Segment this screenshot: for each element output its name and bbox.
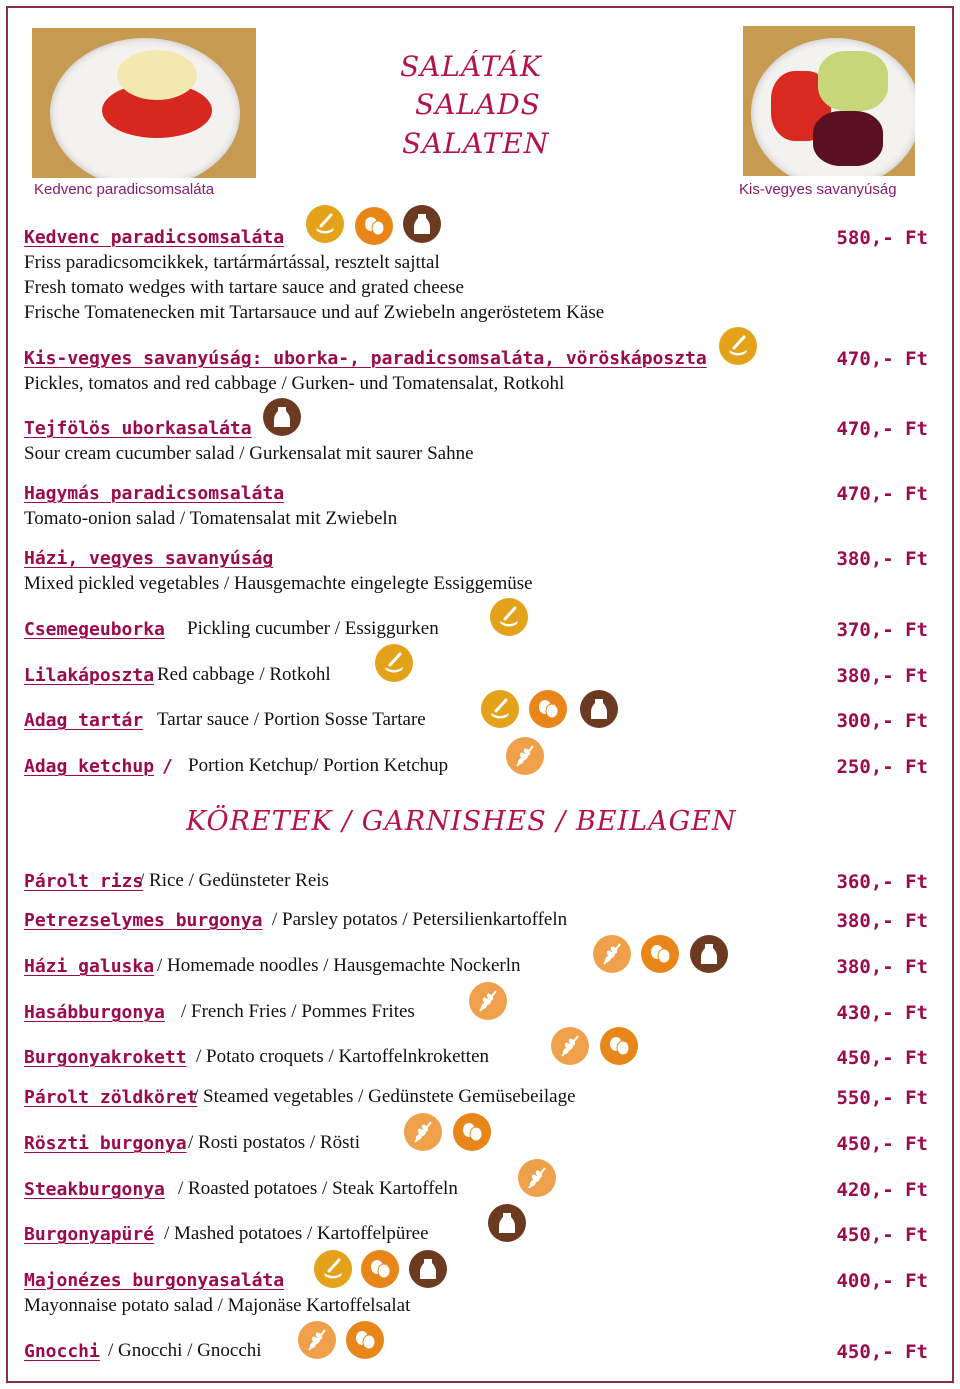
- item-desc: Frische Tomatenecken mit Tartarsauce und auf Zwiebeln angeröstetem Käse: [24, 302, 605, 323]
- mustard-icon: [481, 690, 519, 728]
- item-price: 470,- Ft: [836, 483, 928, 505]
- item-name: Csemegeuborka: [24, 619, 165, 640]
- item-price: 450,- Ft: [836, 1133, 928, 1155]
- photo-tomato-salad: [32, 28, 256, 178]
- milk-icon: [690, 935, 728, 973]
- garnishes-title: KÖRETEK / GARNISHES / BEILAGEN: [186, 806, 737, 837]
- item-name: Hagymás paradicsomsaláta: [24, 483, 285, 504]
- item-name: Párolt rizs: [24, 871, 144, 892]
- item-desc: Pickles, tomatos and red cabbage / Gurken- und Tomatensalat, Rotkohl: [24, 373, 565, 394]
- item-price: 450,- Ft: [836, 1047, 928, 1069]
- gluten-icon: [506, 737, 544, 775]
- item-price: 300,- Ft: [836, 710, 928, 732]
- item-desc: / Steamed vegetables / Gedünstete Gemüsebeilage: [193, 1086, 576, 1107]
- item-name: Adag ketchup: [24, 756, 155, 777]
- item-name: Steakburgonya: [24, 1179, 165, 1200]
- item-desc: Sour cream cucumber salad / Gurkensalat mit saurer Sahne: [24, 443, 474, 464]
- egg-icon: [600, 1027, 638, 1065]
- item-price: 580,- Ft: [836, 227, 928, 249]
- egg-icon: [361, 1250, 399, 1288]
- item-name: Gnocchi: [24, 1341, 100, 1362]
- item-name: Majonézes burgonyasaláta: [24, 1270, 285, 1291]
- item-desc: Friss paradicsomcikkek, tartármártással, resztelt sajttal: [24, 252, 440, 273]
- item-name: Házi, vegyes savanyúság: [24, 548, 274, 569]
- page-border: [6, 6, 954, 1383]
- item-slash: /: [162, 756, 173, 777]
- milk-icon: [580, 690, 618, 728]
- egg-icon: [529, 690, 567, 728]
- item-desc: Portion Ketchup/ Portion Ketchup: [188, 755, 449, 776]
- item-desc: Red cabbage / Rotkohl: [157, 664, 331, 685]
- item-desc: Pickling cucumber / Essiggurken: [187, 618, 439, 639]
- item-name: Házi galuska: [24, 956, 155, 977]
- mustard-icon: [306, 205, 344, 243]
- item-price: 430,- Ft: [836, 1002, 928, 1024]
- item-price: 450,- Ft: [836, 1341, 928, 1363]
- item-name: Lilakáposzta: [24, 665, 155, 686]
- item-desc: / Parsley potatos / Petersilienkartoffeln: [272, 909, 568, 930]
- item-name: Párolt zöldköret: [24, 1087, 198, 1108]
- mustard-icon: [719, 327, 757, 365]
- egg-icon: [346, 1321, 384, 1359]
- gluten-icon: [404, 1113, 442, 1151]
- item-name: Burgonyakrokett: [24, 1047, 187, 1068]
- item-desc: Tomato-onion salad / Tomatensalat mit Zwiebeln: [24, 508, 398, 529]
- egg-icon: [453, 1113, 491, 1151]
- gluten-icon: [469, 982, 507, 1020]
- caption-right: Kis-vegyes savanyúság: [739, 181, 897, 198]
- item-price: 450,- Ft: [836, 1224, 928, 1246]
- mustard-icon: [490, 598, 528, 636]
- title-de: SALATEN: [402, 127, 550, 160]
- item-price: 470,- Ft: [836, 418, 928, 440]
- item-price: 380,- Ft: [836, 956, 928, 978]
- item-price: 360,- Ft: [836, 871, 928, 893]
- caption-left: Kedvenc paradicsomsaláta: [34, 181, 215, 198]
- photo-mixed-pickles: [743, 26, 915, 176]
- milk-icon: [263, 398, 301, 436]
- item-desc: / French Fries / Pommes Frites: [181, 1001, 415, 1022]
- item-price: 380,- Ft: [836, 548, 928, 570]
- item-desc: / Rice / Gedünsteter Reis: [139, 870, 329, 891]
- title-hu: SALÁTÁK: [400, 50, 542, 83]
- item-desc: / Potato croquets / Kartoffelnkroketten: [196, 1046, 490, 1067]
- item-name: Hasábburgonya: [24, 1002, 165, 1023]
- item-name: Adag tartár: [24, 710, 144, 731]
- item-name: Kedvenc paradicsomsaláta: [24, 227, 285, 248]
- milk-icon: [409, 1250, 447, 1288]
- item-desc: / Gnocchi / Gnocchi: [108, 1340, 262, 1361]
- item-name: Kis-vegyes savanyúság: uborka-, paradicsomsaláta, vöröskáposzta: [24, 348, 707, 369]
- item-desc: Mayonnaise potato salad / Majonäse Kartoffelsalat: [24, 1295, 411, 1316]
- item-desc: Tartar sauce / Portion Sosse Tartare: [157, 709, 426, 730]
- item-price: 420,- Ft: [836, 1179, 928, 1201]
- item-name: Petrezselymes burgonya: [24, 910, 263, 931]
- item-desc: / Mashed potatoes / Kartoffelpüree: [164, 1223, 429, 1244]
- item-price: 370,- Ft: [836, 619, 928, 641]
- mustard-icon: [314, 1250, 352, 1288]
- gluten-icon: [518, 1159, 556, 1197]
- gluten-icon: [593, 935, 631, 973]
- gluten-icon: [298, 1321, 336, 1359]
- item-price: 250,- Ft: [836, 756, 928, 778]
- title-en: SALADS: [415, 88, 541, 121]
- item-price: 470,- Ft: [836, 348, 928, 370]
- item-desc: / Rosti postatos / Rösti: [188, 1132, 361, 1153]
- milk-icon: [403, 205, 441, 243]
- item-name: Tejfölös uborkasaláta: [24, 418, 252, 439]
- item-price: 550,- Ft: [836, 1087, 928, 1109]
- item-desc: / Roasted potatoes / Steak Kartoffeln: [178, 1178, 458, 1199]
- mustard-icon: [375, 644, 413, 682]
- item-desc: Fresh tomato wedges with tartare sauce and grated cheese: [24, 277, 464, 298]
- item-desc: Mixed pickled vegetables / Hausgemachte eingelegte Essiggemüse: [24, 573, 533, 594]
- egg-icon: [355, 207, 393, 245]
- item-price: 380,- Ft: [836, 665, 928, 687]
- milk-icon: [488, 1204, 526, 1242]
- item-price: 380,- Ft: [836, 910, 928, 932]
- item-name: Röszti burgonya: [24, 1133, 187, 1154]
- item-desc: / Homemade noodles / Hausgemachte Nockerln: [157, 955, 521, 976]
- gluten-icon: [551, 1027, 589, 1065]
- item-name: Burgonyapüré: [24, 1224, 155, 1245]
- item-price: 400,- Ft: [836, 1270, 928, 1292]
- egg-icon: [641, 935, 679, 973]
